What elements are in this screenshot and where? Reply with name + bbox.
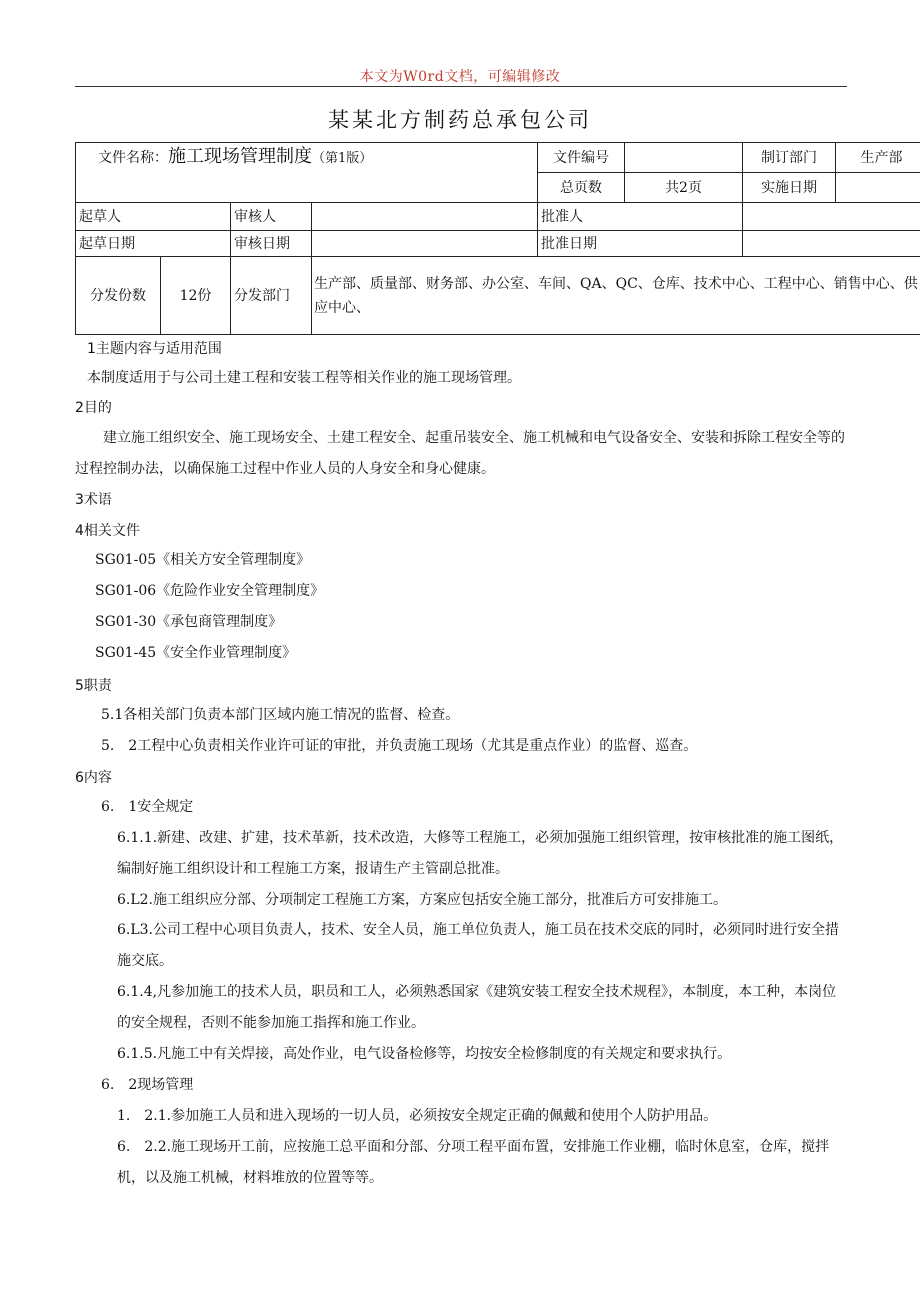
rule-item: 6.L2.施工组织应分部、分项制定工程施工方案，方案应包括安全施工部分，批准后方可安排施工。 [117,892,728,908]
section-5-title: 5职责 [75,678,112,694]
section-2-body: 建立施工组织安全、施工现场安全、土建工程安全、起重吊装安全、施工机械和电气设备安全、安装和拆除工程安全等的过程控制办法，以确保施工过程中作业人员的人身安全和身心健康。 [75,430,845,477]
file-no-value [625,143,743,173]
site-rule-item: 1. 2.1.参加施工人员和进入现场的一切人员，必须按安全规定正确的佩戴和使用个人防护用品。 [117,1108,718,1124]
section-1-body: 本制度适用于与公司土建工程和安装工程等相关作业的施工现场管理。 [87,370,521,386]
document-info-table [75,142,920,335]
site-rule-item: 6. 2.2.施工现场开工前，应按施工总平面和分部、分项工程平面布置，安排施工作业棚，临时休息室，仓库，搅拌机，以及施工机械，材料堆放的位置等等。 [117,1139,830,1186]
copies-label: 分发份数 [76,257,161,335]
section-2-title: 2目的 [75,400,112,416]
dept-value: 生产部 [836,143,920,173]
section-1-title: 1主题内容与适用范围 [87,341,222,357]
approver-value [743,203,920,231]
duty-item: 5. 2工程中心负责相关作业许可证的审批，并负责施工现场（尤其是重点作业）的监督、巡查。 [101,738,698,754]
approver-label: 批准人 [538,203,743,231]
related-doc-item: SG01-06《危险作业安全管理制度》 [95,583,325,599]
reviewer-label: 审核人 [231,203,312,231]
impl-date-value [836,173,920,203]
file-no-label: 文件编号 [538,143,625,173]
review-date-value [312,231,538,257]
file-name-value: 施工现场管理制度 [168,146,312,167]
subsection-6-2-title: 6. 2现场管理 [101,1077,194,1093]
rule-item: 6.1.4,凡参加施工的技术人员，职员和工人，必须熟悉国家《建筑安装工程安全技术规程》，本制度，本工种，本岗位的安全规程，否则不能参加施工指挥和施工作业。 [117,984,837,1031]
dept-label: 制订部门 [743,143,836,173]
reviewer-value [312,203,538,231]
rule-item: 6.1.1.新建、改建、扩建，技术革新，技术改造，大修等工程施工，必须加强施工组织管理，按审核批准的施工图纸，编制好施工组织设计和工程施工方案，报请生产主管副总批准。 [117,830,844,877]
rule-item: 6.1.5.凡施工中有关焊接，高处作业，电气设备检修等，均按安全检修制度的有关规定和要求执行。 [117,1046,732,1062]
related-doc-item: SG01-05《相关方安全管理制度》 [95,552,311,568]
related-doc-item: SG01-45《安全作业管理制度》 [95,645,297,661]
company-title: 某某北方制药总承包公司 [328,108,592,132]
watermark-text: 本文为W0rd文档，可编辑修改 [359,69,561,85]
drafter-label: 起草人 [76,203,231,231]
draft-date-label: 起草日期 [76,231,231,257]
section-4-title: 4相关文件 [75,523,140,539]
file-name-label: 文件名称： [98,150,168,166]
pages-value: 共2页 [625,173,743,203]
file-name-cell [76,143,538,203]
section-6-title: 6内容 [75,770,112,786]
dist-dept-value: 生产部、质量部、财务部、办公室、车间、QA、QC、仓库、技术中心、工程中心、销售中心、供应中心、 [312,257,920,335]
impl-date-label: 实施日期 [743,173,836,203]
section-3-title: 3术语 [75,492,112,508]
header-rule [75,86,847,87]
rule-item: 6.L3.公司工程中心项目负责人，技术、安全人员，施工单位负责人，施工员在技术交底的同时，必须同时进行安全措施交底。 [117,922,840,969]
dist-dept-label: 分发部门 [231,257,312,335]
file-version: （第1版） [312,151,373,166]
duty-item: 5.1各相关部门负责本部门区域内施工情况的监督、检查。 [101,707,460,723]
related-doc-item: SG01-30《承包商管理制度》 [95,614,283,630]
review-date-label: 审核日期 [231,231,312,257]
approve-date-label: 批准日期 [538,231,743,257]
pages-label: 总页数 [538,173,625,203]
approve-date-value [743,231,920,257]
copies-value: 12份 [161,257,231,335]
subsection-6-1-title: 6. 1安全规定 [101,799,194,815]
